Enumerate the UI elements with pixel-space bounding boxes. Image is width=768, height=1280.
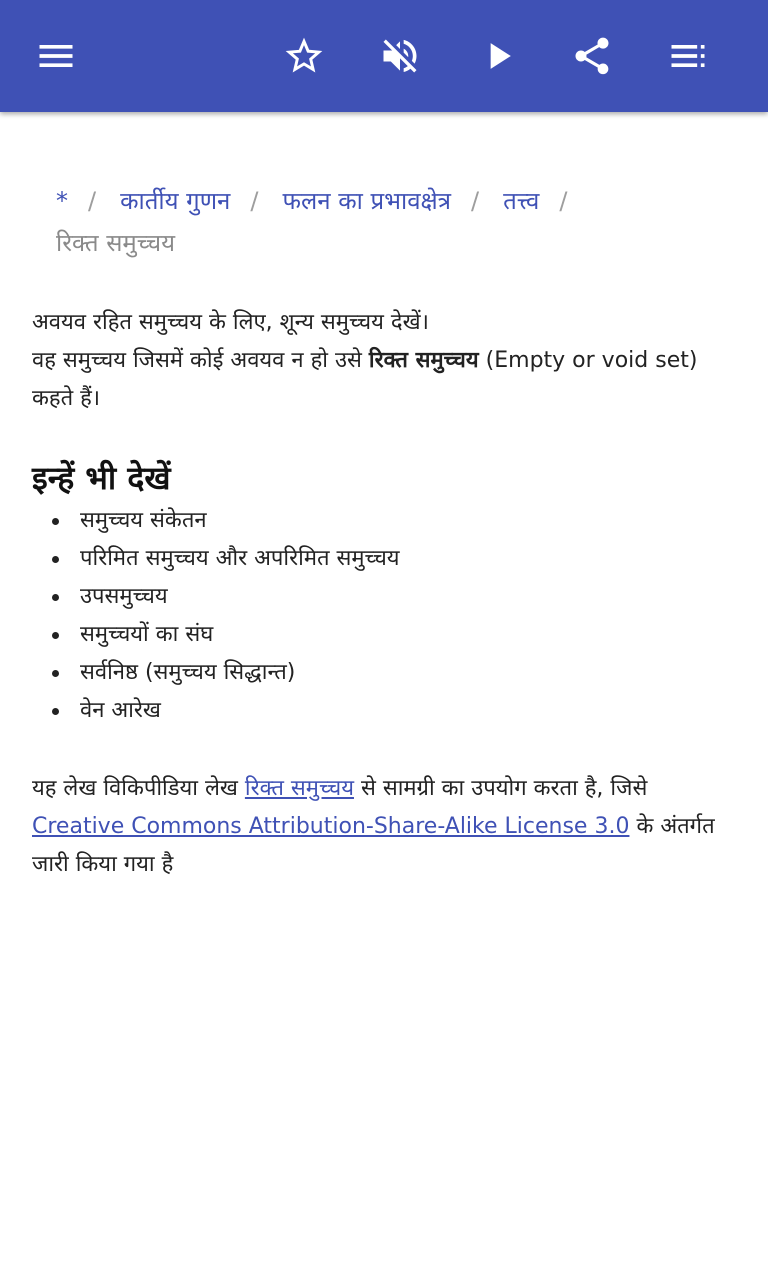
- breadcrumb-item-home[interactable]: *: [56, 187, 68, 215]
- list-item-text: परिमित समुच्चय और अपरिमित समुच्चय: [80, 546, 400, 571]
- play-button[interactable]: [470, 28, 526, 84]
- contents-button[interactable]: [660, 28, 716, 84]
- list-item-text: समुच्चयों का संघ: [80, 622, 214, 647]
- intro-line-2-end: (Empty or void set) कहते हैं।: [32, 348, 698, 411]
- list-item: [32, 654, 736, 692]
- attribution-text-3: के अंतर्गत जारी किया गया है: [32, 814, 715, 877]
- breadcrumb: [32, 180, 736, 264]
- volume-off-icon: [378, 34, 422, 78]
- intro-line-1: अवयव रहित समुच्चय के लिए, शून्य समुच्चय देखें।: [32, 310, 429, 335]
- attribution-footer: [32, 770, 736, 884]
- share-icon: [570, 34, 614, 78]
- bullet: [52, 670, 59, 677]
- list-item-text: वेन आरेख: [80, 698, 161, 723]
- article-content: [32, 112, 736, 884]
- breadcrumb-item-element[interactable]: तत्त्व: [503, 187, 540, 215]
- bullet: [52, 594, 59, 601]
- source-article-link[interactable]: रिक्त समुच्चय: [244, 776, 354, 801]
- list-item-text: उपसमुच्चय: [80, 584, 168, 609]
- bullet: [52, 708, 59, 715]
- breadcrumb-separator: /: [88, 187, 97, 215]
- menu-button[interactable]: [28, 28, 84, 84]
- share-button[interactable]: [564, 28, 620, 84]
- list-item: [32, 502, 736, 540]
- breadcrumb-item-cartesian-product[interactable]: कार्तीय गुणन: [120, 187, 231, 215]
- attribution-text-1: यह लेख विकिपीडिया लेख: [32, 776, 245, 801]
- list-item-text: सर्वनिष्ठ (समुच्चय सिद्धान्त): [80, 660, 296, 685]
- list-item: [32, 692, 736, 730]
- bookmark-button[interactable]: [276, 28, 332, 84]
- mute-button[interactable]: [372, 28, 428, 84]
- intro-line-2-start: वह समुच्चय जिसमें कोई अवयव न हो उसे: [32, 348, 369, 373]
- play-icon: [476, 34, 520, 78]
- breadcrumb-separator: /: [250, 187, 259, 215]
- top-app-bar: [0, 0, 768, 112]
- bullet: [52, 518, 59, 525]
- article-intro: [32, 304, 736, 418]
- list-item: [32, 540, 736, 578]
- attribution-text-2: से सामग्री का उपयोग करता है, जिसे: [353, 776, 648, 801]
- see-also-list: [32, 502, 736, 730]
- breadcrumb-item-function-domain[interactable]: फलन का प्रभावक्षेत्र: [282, 187, 452, 215]
- term-empty-set: रिक्त समुच्चय: [368, 348, 479, 373]
- bullet: [52, 556, 59, 563]
- playlist-icon: [666, 34, 710, 78]
- see-also-heading: इन्हें भी देखें: [32, 459, 171, 497]
- list-item: [32, 616, 736, 654]
- list-item: [32, 578, 736, 616]
- menu-icon: [34, 34, 78, 78]
- list-item-text: समुच्चय संकेतन: [80, 508, 207, 533]
- breadcrumb-current-page: रिक्त समुच्चय: [56, 229, 175, 257]
- bullet: [52, 632, 59, 639]
- breadcrumb-separator: /: [559, 187, 568, 215]
- license-link[interactable]: Creative Commons Attribution-Share-Alike License 3.0: [32, 814, 630, 839]
- breadcrumb-separator: /: [471, 187, 480, 215]
- star-outline-icon: [282, 34, 326, 78]
